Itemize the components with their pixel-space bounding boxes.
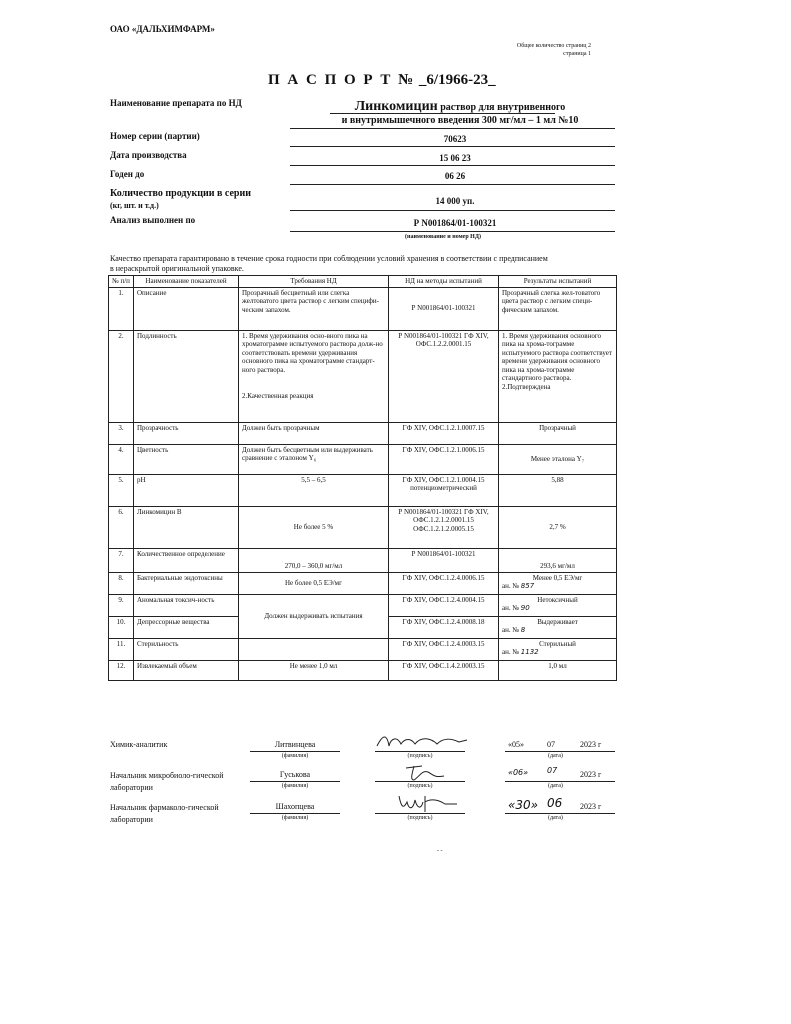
sign-month: 07 [547,740,555,749]
table-row [109,572,617,594]
analysis-value: Р N001864/01-100321 [413,218,497,228]
row-indicator: Количественное определение [134,548,239,572]
quantity-label-units: (кг, шт. и т.д.) [110,201,159,210]
document-title [268,72,496,89]
row-indicator: Цветность [134,444,239,474]
surname-caption: (фамилия) [281,783,309,789]
row-result [499,594,617,616]
signer-role: Начальник фармаколо-гической лаборатории [110,803,219,824]
row-result: 293,6 мг/мл [499,548,617,572]
series-label: Номер серии (партии) [110,131,200,141]
row-result-part-2: 2.Подтверждена [502,382,551,391]
row-number: 3. [109,422,134,444]
passport-number: _6/1966-23_ [415,72,496,88]
series-value: 70623 [443,134,467,144]
row-result: Прозрачный слегка жел-товатого цвета раствор с легким специ-фическим запахом. [499,287,617,330]
table-row [109,444,617,474]
row-requirement: Не более 5 % [239,506,389,548]
row-indicator: Стерильность [134,638,239,660]
results-table [108,275,617,681]
row-requirement-part-2: 2.Качественная реакция [242,392,314,400]
row-result: 5,88 [499,474,617,506]
production-date-label: Дата производства [110,150,187,160]
row-result [499,572,617,594]
row-requirement: Должен выдерживать испытания [239,594,389,638]
row-requirement: Должен быть бесцветным или выдерживать сравнение с эталоном Y₆ [239,444,389,474]
surname-caption: (фамилия) [281,815,309,821]
sign-month: 07 [547,766,558,775]
row-method: Р N001864/01-100321 ГФ XIV, ОФС.1.2.2.0001.15 [389,330,499,422]
table-row [109,422,617,444]
table-row [109,660,617,680]
row-number: 7. [109,548,134,572]
expiry-value: 06 26 [444,171,466,181]
col-header-number: № п/п [109,276,134,288]
col-header-results: Результаты испытаний [499,276,617,288]
table-row [109,287,617,330]
signature-image [375,732,475,752]
row-indicator: Линкомицин В [134,506,239,548]
row-result-text: Выдерживает [537,617,578,626]
row-number: 11. [109,638,134,660]
quantity-value: 14 000 уп. [435,196,475,206]
sign-year: 2023 г [580,770,602,779]
row-requirement: Прозрачный бесцветный или слегка желтоватого цвета раствор с легким специфи-ческим запахом. [239,287,389,330]
row-indicator: рН [134,474,239,506]
row-method: ГФ XIV, ОФС.1.2.1.0007.15 [389,422,499,444]
row-indicator: Депрессорные вещества [134,616,239,638]
row-result [499,616,617,638]
row-result-text: Стерильный [539,639,576,648]
page-counter [503,42,591,58]
analysis-number-label: ан. № [502,648,520,656]
row-method: ГФ XIV, ОФС.1.2.4.0008.18 [389,616,499,638]
row-number: 6. [109,506,134,548]
analysis-number-label: ан. № [502,604,520,612]
row-result: 2,7 % [499,506,617,548]
signer-surname: Литвинцева [274,740,316,749]
row-indicator: Подлинность [134,330,239,422]
signer-role: Начальник микробиоло-гической лаборатории [110,771,224,792]
row-result [499,638,617,660]
row-requirement: Не более 0,5 ЕЭ/мг [239,572,389,594]
quality-note: Качество препарата гарантировано в течение срока годности при соблюдении условий хранения в соответствии с предписанием в нераскрытой оригинальной упаковке. [110,254,548,273]
row-number: 9. [109,594,134,616]
signature-caption: (подпись) [407,783,433,789]
table-row [109,594,617,616]
date-caption: (дата) [548,815,563,821]
analysis-number-handwritten: 857 [520,582,535,590]
sign-day: «05» [508,740,524,749]
analysis-number-handwritten: 90 [520,604,530,612]
table-header-row [109,276,617,288]
analysis-number-label: ан. № [502,626,520,634]
row-indicator: Бактериальные эндотоксины [134,572,239,594]
row-method: Р N001864/01-100321 [389,287,499,330]
drug-name-label: Наименование препарата по НД [110,98,242,108]
row-method: ГФ XIV, ОФС.1.2.1.0006.15 [389,444,499,474]
row-number: 4. [109,444,134,474]
drug-name-main: Линкомицин [354,99,438,114]
analysis-caption: (наименование и номер НД) [405,234,481,240]
row-method: ГФ XIV, ОФС.1.4.2.0003.15 [389,660,499,680]
surname-caption: (фамилия) [281,753,309,759]
sign-day: «06» [508,768,529,777]
row-number: 5. [109,474,134,506]
row-requirement: 270,0 – 360,0 мг/мл [239,548,389,572]
drug-name-rest-2: и внутримышечного введения 300 мг/мл – 1 мл №10 [341,115,579,126]
title-prefix: П А С П О Р Т № [268,72,416,88]
signature-caption: (подпись) [407,815,433,821]
drug-name-rest-1: раствор для внутривенного [437,102,566,113]
row-indicator: Описание [134,287,239,330]
signer-surname: Шахопцева [275,802,315,811]
row-result-text: Менее 0,5 ЕЭ/мг [532,573,583,582]
row-result-text: Нетоксичный [537,595,578,604]
table-row [109,638,617,660]
row-method: ГФ XIV, ОФС.1.2.4.0006.15 [389,572,499,594]
sign-month: 06 [547,796,563,810]
signer-role: Химик-аналитик [110,740,168,749]
quantity-label: Количество продукции в серии [110,188,252,199]
row-method: ГФ XIV, ОФС.1.2.4.0003.15 [389,638,499,660]
row-method: ГФ XIV, ОФС.1.2.1.0004.15 потенциометрический [389,474,499,506]
table-row [109,330,617,422]
date-caption: (дата) [548,783,563,789]
footer-mark: - - [437,848,443,854]
row-number: 12. [109,660,134,680]
row-number: 8. [109,572,134,594]
row-requirement: 5,5 – 6,5 [239,474,389,506]
row-requirement-empty [239,638,389,660]
sign-year: 2023 г [580,740,602,749]
row-indicator: Аномальная токсич-ность [134,594,239,616]
pages-total: Общее количество страниц 2 [516,43,591,49]
col-header-methods: НД на методы испытаний [389,276,499,288]
analysis-number-handwritten: 1132 [520,648,539,656]
col-header-requirements: Требования НД [239,276,389,288]
row-requirement: Не менее 1,0 мл [239,660,389,680]
sign-day: «30» [508,798,539,812]
row-result: 1,0 мл [499,660,617,680]
row-method: Р N001864/01-100321 ГФ XIV, ОФС.1.2.1.2.0001.15 ОФС.1.2.1.2.0005.15 [389,506,499,548]
table-row [109,548,617,572]
date-caption: (дата) [548,753,563,759]
row-indicator: Прозрачность [134,422,239,444]
row-result [499,330,617,422]
row-indicator: Извлекаемый объем [134,660,239,680]
analysis-label: Анализ выполнен по [110,215,196,225]
sign-year: 2023 г [580,802,602,811]
row-result: Менее эталона Y₇ [499,444,617,474]
table-row [109,506,617,548]
pages-current: страница 1 [563,51,591,57]
row-number: 2. [109,330,134,422]
row-number: 1. [109,287,134,330]
row-number: 10. [109,616,134,638]
signature-caption: (подпись) [407,753,433,759]
expiry-label: Годен до [110,169,145,179]
row-method: ГФ XIV, ОФС.1.2.4.0004.15 [389,594,499,616]
col-header-indicator: Наименование показателей [134,276,239,288]
row-method: Р N001864/01-100321 [389,548,499,572]
row-requirement: Должен быть прозрачным [239,422,389,444]
company-name: ОАО «ДАЛЬХИМФАРМ» [110,24,215,34]
row-requirement-part-1: 1. Время удерживания осно-вного пика на хроматограмме испытуемого раствора долж-но соответствовать времени удерживания основного пика на хроматограмме стандарт-ного раствора. [242,331,383,374]
production-date-value: 15 06 23 [439,153,471,163]
analysis-number-handwritten: 8 [520,626,526,634]
row-result-part-1: 1. Время удерживания основного пика на хрома-тограмме испытуемого раствора соответствует времени удерживания основного пика на хрома-тограмме стандартного раствора. [502,331,612,382]
table-row [109,474,617,506]
row-result: Прозрачный [499,422,617,444]
row-requirement [239,330,389,422]
analysis-number-label: ан. № [502,582,520,590]
signer-surname: Гуськова [279,770,311,779]
